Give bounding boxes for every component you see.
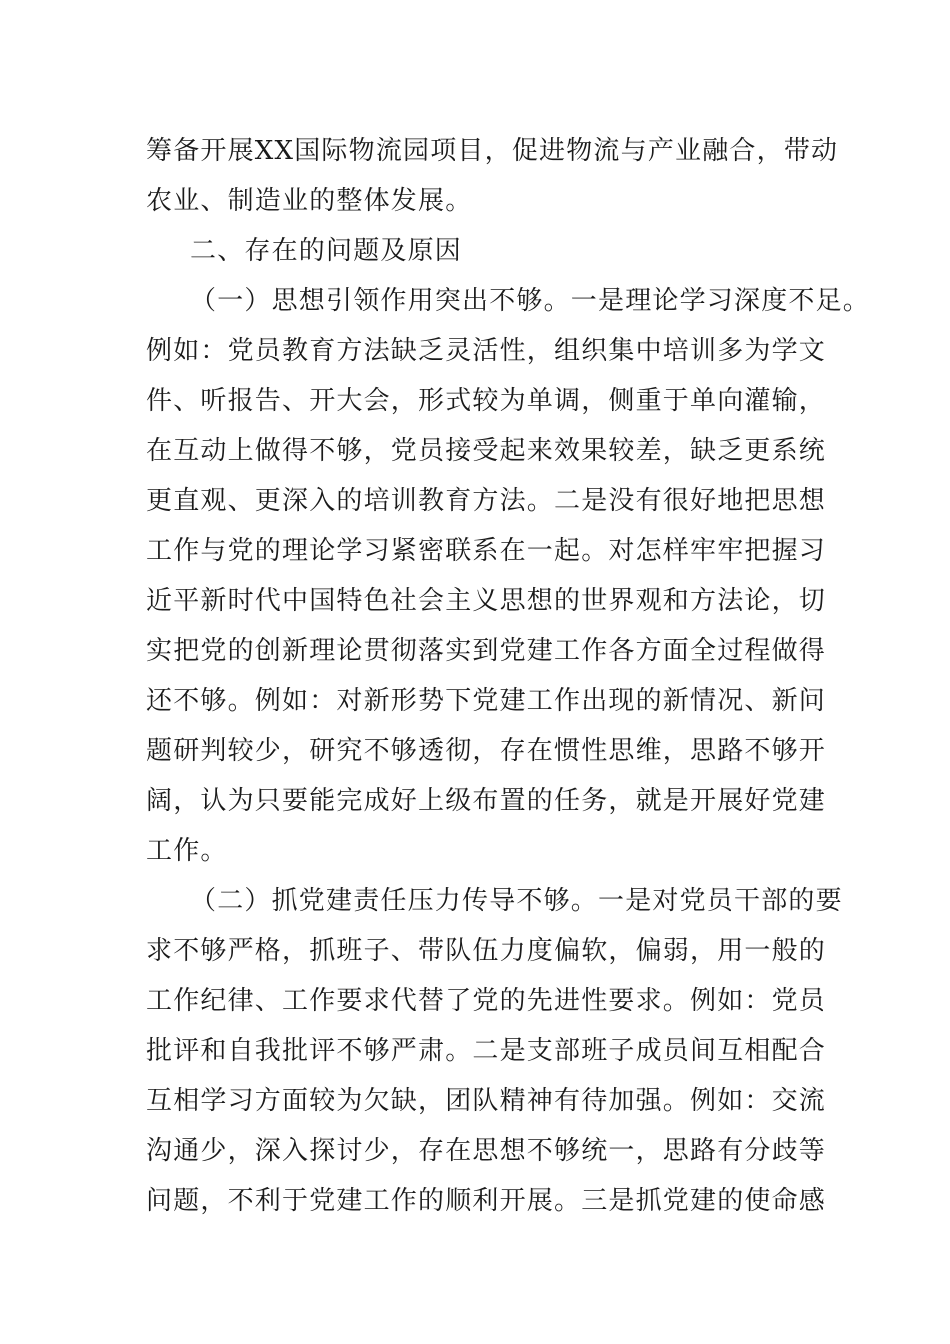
text-line: 在互动上做得不够，党员接受起来效果较差，缺乏更系统 bbox=[146, 436, 827, 466]
text-line: 更直观、更深入的培训教育方法。二是没有很好地把思想 bbox=[146, 486, 827, 516]
text-line: 还不够。例如：对新形势下党建工作出现的新情况、新问 bbox=[146, 686, 827, 716]
text-line: 例如：党员教育方法缺乏灵活性，组织集中培训多为学文 bbox=[146, 336, 827, 366]
text-line: 筹备开展XX国际物流园项目，促进物流与产业融合，带动 bbox=[146, 136, 839, 166]
text-line: 近平新时代中国特色社会主义思想的世界观和方法论，切 bbox=[146, 586, 827, 616]
text-line: 工作。 bbox=[146, 836, 228, 866]
text-line: 件、听报告、开大会，形式较为单调，侧重于单向灌输， bbox=[146, 386, 827, 416]
text-line: 沟通少，深入探讨少，存在思想不够统一，思路有分歧等 bbox=[146, 1136, 827, 1166]
text-line: 互相学习方面较为欠缺，团队精神有待加强。例如：交流 bbox=[146, 1086, 827, 1116]
text-line: 批评和自我批评不够严肃。二是支部班子成员间互相配合 bbox=[146, 1036, 827, 1066]
section-heading: 二、存在的问题及原因 bbox=[190, 236, 463, 266]
text-line: 实把党的创新理论贯彻落实到党建工作各方面全过程做得 bbox=[146, 636, 827, 666]
text-line: （二）抓党建责任压力传导不够。一是对党员干部的要 bbox=[190, 886, 843, 916]
text-line: 求不够严格，抓班子、带队伍力度偏软，偏弱，用一般的 bbox=[146, 936, 827, 966]
text-line: 工作纪律、工作要求代替了党的先进性要求。例如：党员 bbox=[146, 986, 827, 1016]
text-line: 工作与党的理论学习紧密联系在一起。对怎样牢牢把握习 bbox=[146, 536, 827, 566]
text-line: 问题，不利于党建工作的顺利开展。三是抓党建的使命感 bbox=[146, 1186, 827, 1216]
text-line: 农业、制造业的整体发展。 bbox=[146, 186, 473, 216]
text-line: 题研判较少，研究不够透彻，存在惯性思维，思路不够开 bbox=[146, 736, 827, 766]
text-line: 阔，认为只要能完成好上级布置的任务，就是开展好党建 bbox=[146, 786, 827, 816]
text-line: （一）思想引领作用突出不够。一是理论学习深度不足。 bbox=[190, 286, 871, 316]
